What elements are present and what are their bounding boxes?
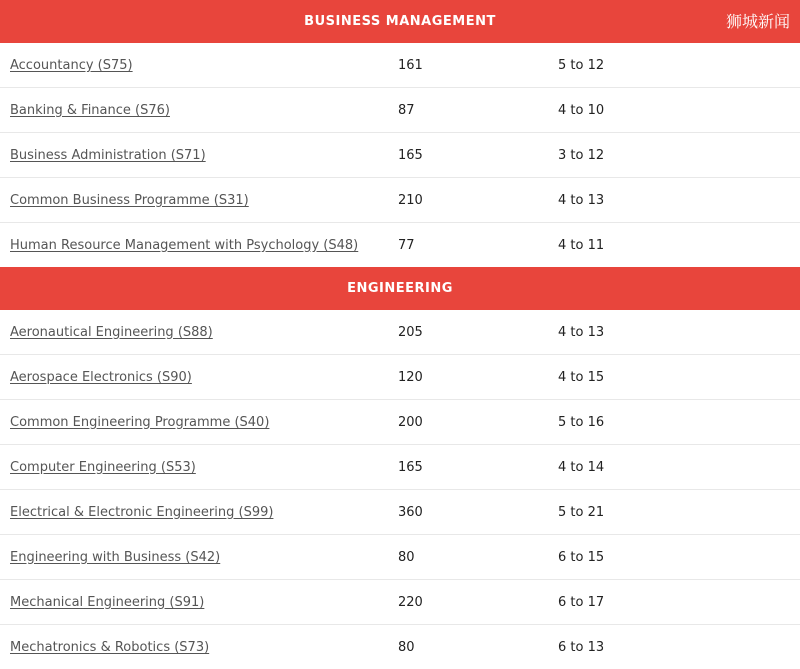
section-title: ENGINEERING (347, 281, 453, 296)
table-row (0, 445, 800, 490)
course-link[interactable]: Engineering with Business (S42) (10, 549, 221, 565)
intake-value: 220 (398, 594, 423, 610)
course-link[interactable]: Computer Engineering (S53) (10, 459, 196, 475)
score-range: 4 to 14 (558, 459, 605, 475)
score-range: 4 to 13 (558, 192, 605, 208)
score-range: 6 to 15 (558, 549, 605, 565)
intake-value: 120 (398, 369, 423, 385)
intake-value: 205 (398, 324, 423, 340)
score-range: 5 to 16 (558, 414, 605, 430)
course-link[interactable]: Aeronautical Engineering (S88) (10, 324, 213, 340)
course-link[interactable]: Electrical & Electronic Engineering (S99) (10, 504, 274, 520)
intake-value: 360 (398, 504, 423, 520)
course-link[interactable]: Accountancy (S75) (10, 57, 133, 73)
score-range: 5 to 12 (558, 57, 605, 73)
section-header-business-management (0, 0, 800, 43)
intake-value: 77 (398, 237, 415, 253)
score-range: 6 to 13 (558, 639, 605, 655)
intake-value: 80 (398, 639, 415, 655)
intake-value: 87 (398, 102, 415, 118)
table-row (0, 355, 800, 400)
intake-value: 200 (398, 414, 423, 430)
section-header-engineering (0, 267, 800, 310)
score-range: 4 to 15 (558, 369, 605, 385)
table-row (0, 400, 800, 445)
score-range: 4 to 13 (558, 324, 605, 340)
table-row (0, 133, 800, 178)
table-row (0, 625, 800, 669)
score-range: 4 to 11 (558, 237, 605, 253)
intake-value: 210 (398, 192, 423, 208)
table-row (0, 43, 800, 88)
score-range: 4 to 10 (558, 102, 605, 118)
section-rows-business-management (0, 43, 800, 267)
table-row (0, 88, 800, 133)
section-rows-engineering (0, 310, 800, 669)
score-range: 6 to 17 (558, 594, 605, 610)
course-link[interactable]: Human Resource Management with Psychology (S48) (10, 237, 359, 253)
score-range: 5 to 21 (558, 504, 605, 520)
table-row (0, 178, 800, 223)
section-title: BUSINESS MANAGEMENT (304, 14, 496, 29)
course-link[interactable]: Mechatronics & Robotics (S73) (10, 639, 210, 655)
watermark: 狮城新闻 (725, 12, 790, 31)
table-row (0, 310, 800, 355)
table-row (0, 535, 800, 580)
course-link[interactable]: Mechanical Engineering (S91) (10, 594, 205, 610)
intake-value: 165 (398, 459, 423, 475)
course-link[interactable]: Common Business Programme (S31) (10, 192, 249, 208)
table-row (0, 223, 800, 267)
table-row (0, 490, 800, 535)
course-link[interactable]: Business Administration (S71) (10, 147, 206, 163)
table-row (0, 580, 800, 625)
course-link[interactable]: Banking & Finance (S76) (10, 102, 170, 118)
intake-value: 161 (398, 57, 423, 73)
intake-value: 80 (398, 549, 415, 565)
course-link[interactable]: Common Engineering Programme (S40) (10, 414, 270, 430)
score-range: 3 to 12 (558, 147, 605, 163)
intake-value: 165 (398, 147, 423, 163)
course-link[interactable]: Aerospace Electronics (S90) (10, 369, 192, 385)
